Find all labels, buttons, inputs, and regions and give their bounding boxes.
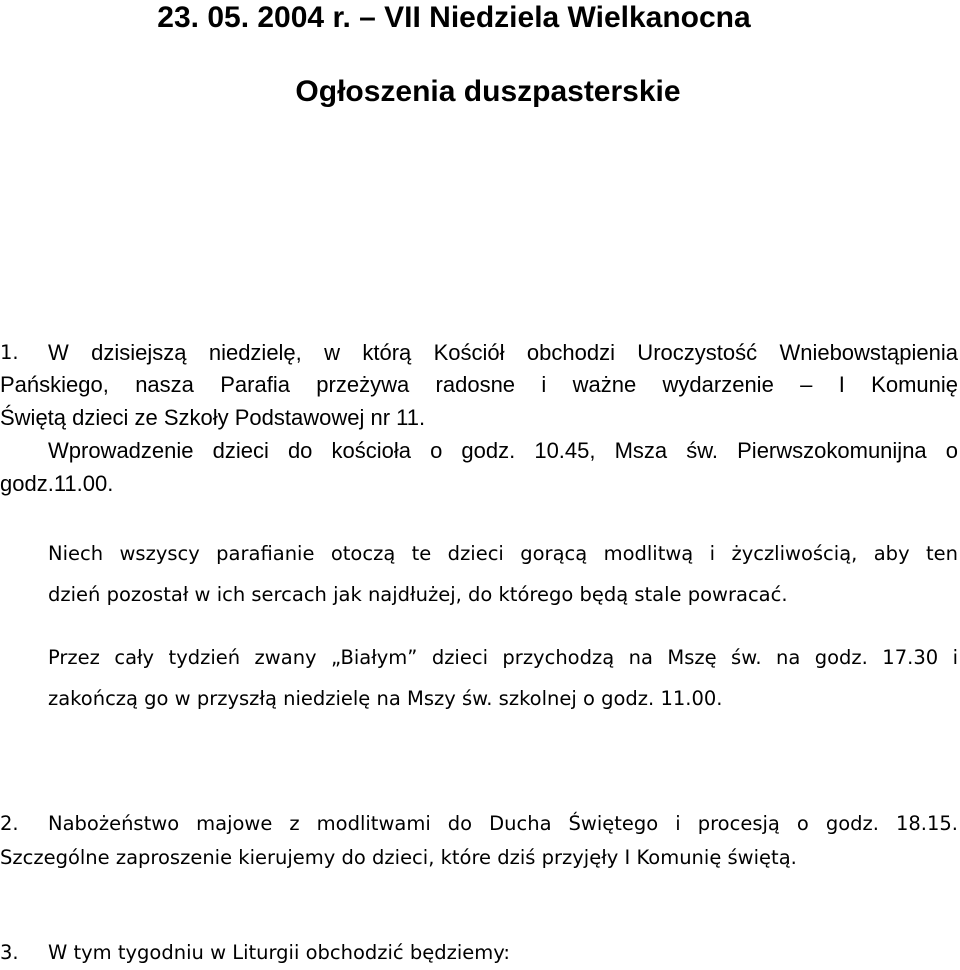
text-line: Wprowadzenie dzieci do kościoła o godz. 10.45, Msza św. Pierwszokomunijna o (48, 438, 958, 463)
item-number: 2. (0, 812, 19, 835)
item-number: 1. (0, 341, 19, 364)
item-number: 3. (0, 941, 19, 964)
text-line: dzień pozostał w ich sercach jak najdłużej, do którego będą stale powracać. (48, 583, 788, 606)
text-line: Niech wszyscy parafianie otoczą te dzieci gorącą modlitwą i życzliwością, aby ten (48, 542, 958, 565)
text-line: zakończą go w przyszłą niedzielę na Mszy św. szkolnej o godz. 11.00. (48, 687, 723, 710)
text-line: Szczególne zaproszenie kierujemy do dzieci, które dziś przyjęły I Komunię świętą. (0, 846, 797, 869)
text-line: Nabożeństwo majowe z modlitwami do Ducha Świętego i procesją o godz. 18.15. (48, 812, 958, 835)
page-title: Ogłoszenia duszpasterskie (295, 75, 681, 108)
date-title: 23. 05. 2004 r. – VII Niedziela Wielkanocna (157, 1, 751, 34)
text-line: godz.11.00. (0, 471, 114, 496)
text-line: Świętą dzieci ze Szkoły Podstawowej nr 11. (0, 405, 426, 430)
text-line: W dzisiejszą niedzielę, w którą Kościół obchodzi Uroczystość Wniebowstąpienia (48, 340, 958, 365)
text-line: W tym tygodniu w Liturgii obchodzić będziemy: (48, 941, 510, 964)
text-line: Przez cały tydzień zwany „Białym” dzieci przychodzą na Mszę św. na godz. 17.30 i (48, 646, 958, 669)
text-line: Pańskiego, nasza Parafia przeżywa radosne i ważne wydarzenie – I Komunię (0, 372, 958, 397)
